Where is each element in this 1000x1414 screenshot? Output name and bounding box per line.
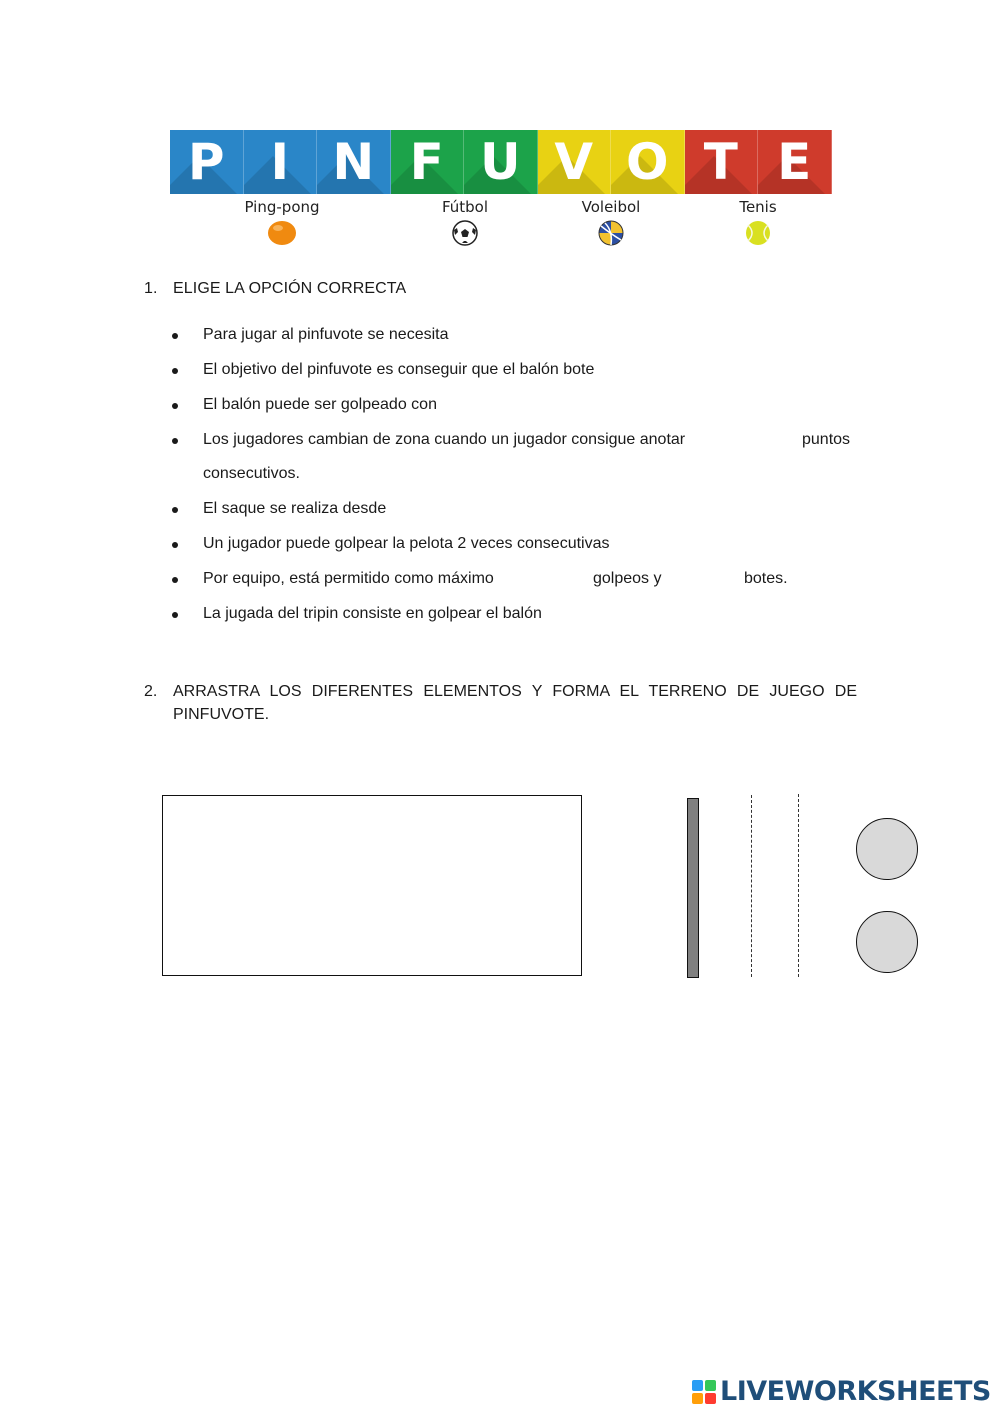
bullet-dot — [172, 368, 178, 374]
banner-letter-u: U — [464, 130, 538, 194]
item-text: El balón puede ser golpeado con — [203, 396, 437, 413]
bullet-dot — [172, 612, 178, 618]
volleyball-icon — [596, 220, 626, 246]
bullet-dot — [172, 542, 178, 548]
circle-piece[interactable] — [856, 911, 918, 973]
question-text: ARRASTRA LOS DIFERENTES ELEMENTOS Y FORMA EL TERRENO DE JUEGO DE — [173, 683, 857, 700]
soccer-ball-icon — [450, 220, 480, 246]
court-drop-area[interactable] — [162, 795, 582, 976]
mark-square — [705, 1393, 716, 1404]
sport-label: Ping-pong — [244, 198, 320, 216]
tennis-ball-icon — [743, 220, 773, 246]
banner-letter-e: E — [758, 130, 832, 194]
sport-label: Voleibol — [581, 198, 641, 216]
bullet-dot — [172, 507, 178, 513]
sport-label: Tenis — [739, 198, 777, 216]
sport-tenis — [708, 198, 808, 246]
banner-letter-t: T — [685, 130, 759, 194]
question-text-continued: PINFUVOTE. — [173, 706, 270, 723]
liveworksheets-logo — [692, 1376, 991, 1407]
banner-letter-p: P — [170, 130, 244, 194]
banner-letter-o: O — [611, 130, 685, 194]
dashed-line-piece[interactable] — [751, 795, 752, 977]
sport-voleibol — [561, 198, 661, 246]
item-text-end: botes. — [744, 570, 788, 587]
circle-piece[interactable] — [856, 818, 918, 880]
dashed-line-piece[interactable] — [798, 794, 799, 977]
item-text: El saque se realiza desde — [203, 500, 387, 517]
liveworksheets-wordmark: LIVEWORKSHEETS — [720, 1376, 991, 1407]
banner-letter-i: I — [244, 130, 318, 194]
banner-letter-n: N — [317, 130, 391, 194]
item-text-after: puntos — [802, 431, 851, 448]
bullet-dot — [172, 333, 178, 339]
item-text: Un jugador puede golpear la pelota 2 veces consecutivas — [203, 535, 610, 552]
bullet-dot — [172, 403, 178, 409]
mark-square — [705, 1380, 716, 1391]
bullet-dot — [172, 577, 178, 583]
item-text: Para jugar al pinfuvote se necesita — [203, 326, 449, 343]
sport-futbol — [415, 198, 515, 246]
item-text-middle: golpeos y — [593, 570, 662, 587]
item-text-continued: consecutivos. — [203, 465, 300, 482]
ping-pong-ball-icon — [267, 220, 297, 246]
pinfuvote-banner — [170, 130, 832, 194]
question-number: 1. — [144, 280, 158, 297]
item-text: Los jugadores cambian de zona cuando un jugador consigue anotar — [203, 431, 686, 448]
mark-square — [692, 1380, 703, 1391]
mark-square — [692, 1393, 703, 1404]
item-text: La jugada del tripin consiste en golpear el balón — [203, 605, 542, 622]
question-text: ELIGE LA OPCIÓN CORRECTA — [173, 280, 407, 297]
liveworksheets-mark-icon — [692, 1380, 716, 1404]
sport-ping-pong — [232, 198, 332, 246]
item-text: El objetivo del pinfuvote es conseguir que el balón bote — [203, 361, 595, 378]
banner-letter-v: V — [538, 130, 612, 194]
question-number: 2. — [144, 683, 158, 700]
banner-letter-f: F — [391, 130, 465, 194]
item-text: Por equipo, está permitido como máximo — [203, 570, 494, 587]
sport-label: Fútbol — [441, 198, 489, 216]
net-piece[interactable] — [687, 798, 699, 978]
bullet-dot — [172, 438, 178, 444]
